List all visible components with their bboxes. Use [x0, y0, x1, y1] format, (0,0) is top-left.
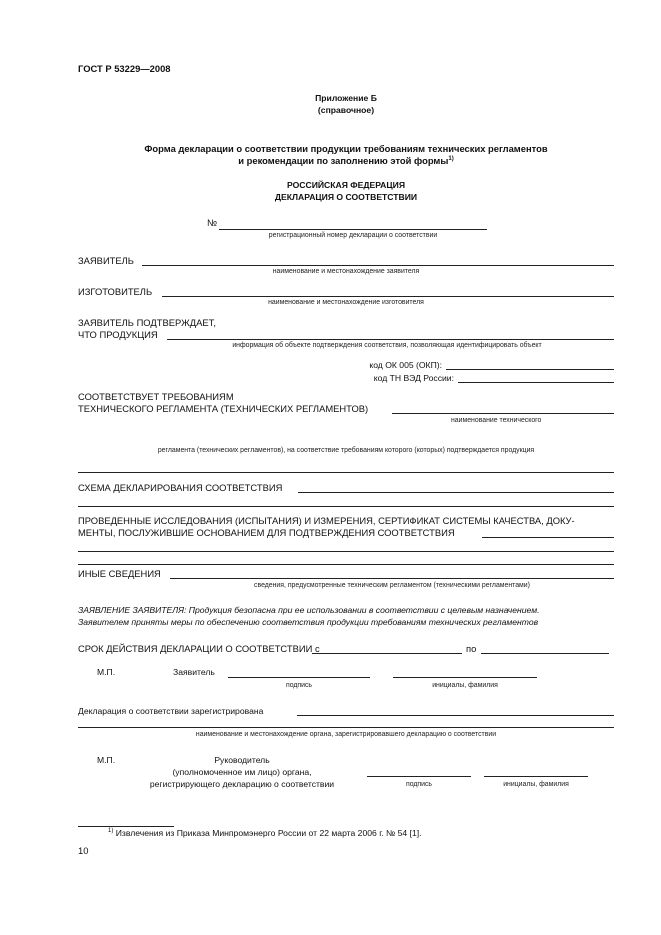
form-title-line1: Форма декларации о соответствии продукции требованиям технических регламентов — [144, 143, 548, 154]
research-field-line2[interactable] — [78, 551, 614, 552]
scheme-label: СХЕМА ДЕКЛАРИРОВАНИЯ СООТВЕТСТВИЯ — [78, 482, 283, 493]
validity-label: СРОК ДЕЙСТВИЯ ДЕКЛАРАЦИИ О СООТВЕТСТВИИ с — [78, 643, 320, 654]
research-field[interactable] — [482, 537, 614, 538]
heading-declaration: ДЕКЛАРАЦИЯ О СООТВЕТСТВИИ — [274, 192, 418, 202]
stamp-place-1: М.П. — [97, 667, 116, 677]
applicant-field[interactable] — [142, 265, 614, 266]
scheme-field-line2[interactable] — [78, 506, 614, 507]
applicant-label: ЗАЯВИТЕЛЬ — [78, 255, 134, 266]
product-field[interactable] — [167, 339, 614, 340]
validity-to-field[interactable] — [481, 653, 609, 654]
registrar-name-caption: инициалы, фамилия — [503, 781, 569, 788]
registration-caption: наименование и местонахождение органа, зарегистрировавшего декларацию о соответствии — [195, 731, 497, 738]
applicant-name-caption: инициалы, фамилия — [432, 682, 498, 689]
annex-note: (справочное) — [317, 105, 375, 115]
okp-code-field[interactable] — [446, 369, 614, 370]
research-line2: МЕНТЫ, ПОСЛУЖИВШИЕ ОСНОВАНИЕМ ДЛЯ ПОДТВЕРЖДЕНИЯ СООТВЕТСТВИЯ — [78, 527, 455, 538]
form-title-line2: и рекомендации по заполнению этой формы$^{1)}$ — [238, 155, 454, 166]
applicant-statement-line2: Заявителем приняты меры по обеспечению соответствия продукции требованиям технических регламентов — [78, 617, 539, 627]
manufacturer-label: ИЗГОТОВИТЕЛЬ — [78, 286, 153, 297]
applicant-signature-field[interactable] — [228, 677, 370, 678]
applicant-statement-line1: ЗАЯВЛЕНИЕ ЗАЯВИТЕЛЯ: Продукция безопасна при ее использовании в соответствии с целевым назначением. — [78, 605, 540, 615]
applicant-signature-caption: подпись — [285, 682, 313, 689]
research-line1: ПРОВЕДЕННЫЕ ИССЛЕДОВАНИЯ (ИСПЫТАНИЯ) И ИЗМЕРЕНИЯ, СЕРТИФИКАТ СИСТЕМЫ КАЧЕСТВА, ДОКУ- — [78, 515, 575, 526]
regulation-field[interactable] — [392, 413, 614, 414]
research-field-line3[interactable] — [78, 564, 614, 565]
footnote-ref: 1) — [448, 156, 454, 162]
regulation-field-line2[interactable] — [78, 472, 614, 473]
tnved-code-label: код ТН ВЭД России: — [373, 373, 454, 383]
scheme-field[interactable] — [298, 492, 614, 493]
manufacturer-caption: наименование и местонахождение изготовителя — [268, 299, 424, 306]
manufacturer-field[interactable] — [162, 296, 614, 297]
confirms-line1: ЗАЯВИТЕЛЬ ПОДТВЕРЖДАЕТ, — [78, 317, 216, 328]
other-info-field[interactable] — [170, 578, 614, 579]
footnote — [108, 828, 422, 838]
other-info-label: ИНЫЕ СВЕДЕНИЯ — [78, 568, 161, 579]
heading-country: РОССИЙСКАЯ ФЕДЕРАЦИЯ — [286, 180, 406, 190]
footnote-separator — [78, 826, 174, 827]
regulation-caption2: регламента (технических регламентов), на соответствие требованиям которого (которых) подтверждается продукция — [157, 447, 535, 454]
page-number: 10 — [78, 845, 89, 856]
confirms-line2: ЧТО ПРОДУКЦИЯ — [78, 329, 158, 340]
registrar-role-line3: регистрирующего декларацию о соответствии — [149, 779, 335, 789]
validity-from-field[interactable] — [312, 653, 462, 654]
footnote-mark: 1) — [108, 828, 114, 834]
footnote-text: Извлечения из Приказа Минпромэнерго России от 22 марта 2006 г. № 54 [1]. — [115, 828, 422, 838]
registration-label: Декларация о соответствии зарегистрирована — [78, 706, 264, 716]
reg-number-label: № — [207, 217, 218, 228]
okp-code-label: код ОК 005 (ОКП): — [369, 360, 442, 370]
registration-field[interactable] — [297, 715, 614, 716]
regulation-caption1: наименование технического — [451, 417, 542, 424]
compliance-line1: СООТВЕТСТВУЕТ ТРЕБОВАНИЯМ — [78, 391, 234, 402]
registrar-role-line2: (уполномоченное им лицо) органа, — [172, 767, 312, 777]
annex-title: Приложение Б — [315, 93, 377, 103]
registrar-role-line1: Руководитель — [214, 755, 270, 765]
applicant-signer-label: Заявитель — [173, 667, 215, 677]
other-info-caption: сведения, предусмотренные техническим регламентом (техническими регламентами) — [254, 582, 530, 589]
tnved-code-field[interactable] — [458, 382, 614, 383]
document-code: ГОСТ Р 53229—2008 — [78, 63, 171, 74]
stamp-place-2: М.П. — [97, 755, 116, 765]
compliance-line2: ТЕХНИЧЕСКОГО РЕГЛАМЕНТА (ТЕХНИЧЕСКИХ РЕГЛАМЕНТОВ) — [78, 403, 369, 414]
applicant-name-field[interactable] — [393, 677, 537, 678]
reg-number-field[interactable] — [219, 229, 487, 230]
registration-field-line2[interactable] — [78, 727, 614, 728]
validity-to-label: по — [466, 643, 477, 654]
reg-number-caption: регистрационный номер декларации о соответствии — [268, 232, 438, 239]
registrar-signature-field[interactable] — [367, 776, 471, 777]
product-caption: информация об объекте подтверждения соответствия, позволяющая идентифицировать объект — [232, 342, 542, 349]
registrar-name-field[interactable] — [484, 776, 588, 777]
applicant-caption: наименование и местонахождение заявителя — [272, 268, 420, 275]
registrar-signature-caption: подпись — [405, 781, 433, 788]
